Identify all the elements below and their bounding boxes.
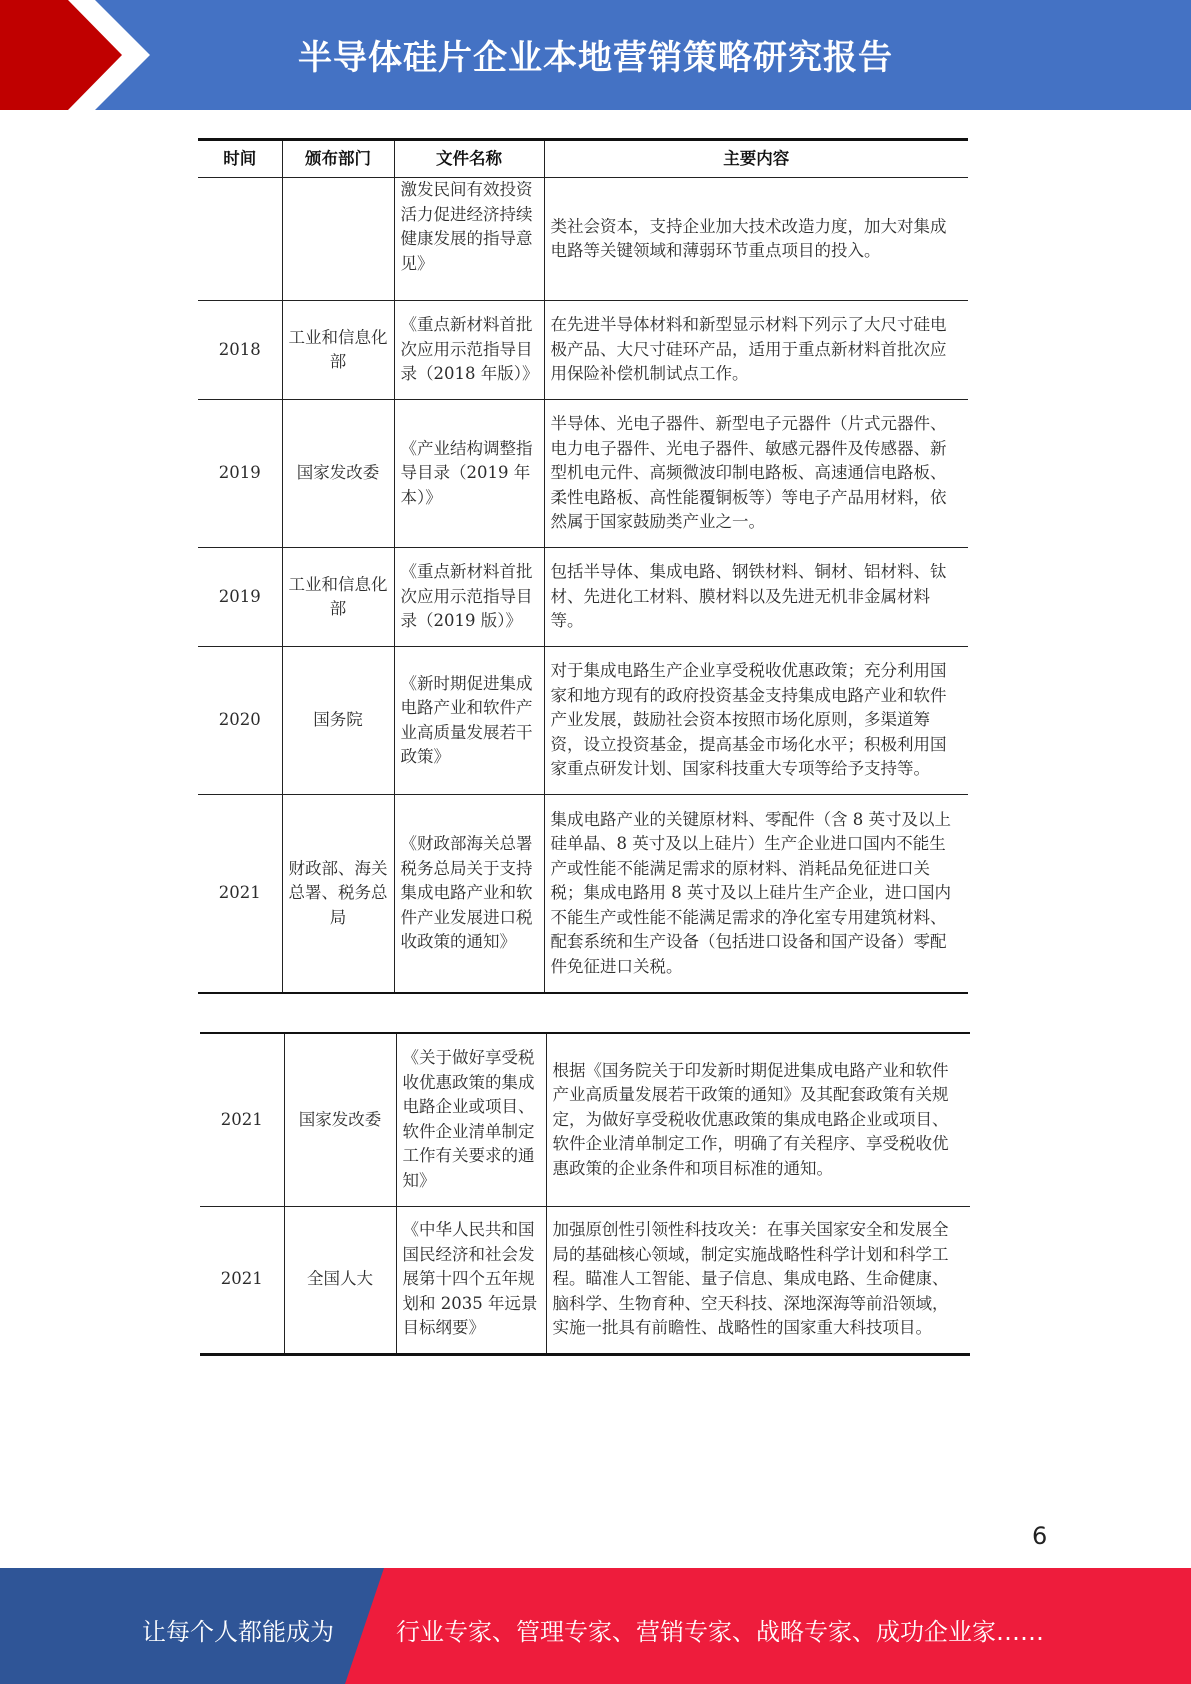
row-year: 2021 [198,795,282,993]
table-row [198,795,968,993]
table-row [198,178,968,301]
row-document: 激发民间有效投资活力促进经济持续健康发展的指导意见》 [394,178,544,301]
table-row [198,301,968,400]
row-content: 半导体、光电子器件、新型电子元器件（片式元器件、电力电子器件、光电子器件、敏感元器件及传感器、新型机电元件、高频微波印制电路板、高速通信电路板、柔性电路板、高性能覆铜板等）等电子产品用材料，依然属于国家鼓励类产业之一。 [544,400,968,548]
row-content: 根据《国务院关于印发新时期促进集成电路产业和软件产业高质量发展若干政策的通知》及其配套政策有关规定，为做好享受税收优惠政策的集成电路企业或项目、软件企业清单制定工作，明确了有关程序、享受税收优惠政策的企业条件和项目标准的通知。 [546,1033,970,1206]
page-title: 半导体硅片企业本地营销策略研究报告 [298,38,893,78]
row-document: 《中华人民共和国国民经济和社会发展第十四个五年规划和 2035 年远景目标纲要》 [396,1206,546,1354]
table-row [198,548,968,647]
row-content: 包括半导体、集成电路、钢铁材料、铜材、铝材料、钛材、先进化工材料、膜材料以及先进无机非金属材料等。 [544,548,968,647]
table-row [200,1206,970,1354]
row-year [198,178,282,301]
chevron-decoration [0,0,160,110]
footer-band [0,1568,1191,1684]
row-content: 加强原创性引领性科技攻关：在事关国家安全和发展全局的基础核心领域，制定实施战略性科学计划和科学工程。瞄准人工智能、量子信息、集成电路、生命健康、脑科学、生物育种、空天科技、深地深海等前沿领域，实施一批具有前瞻性、战略性的国家重大科技项目。 [546,1206,970,1354]
table-header-row [198,140,968,178]
row-department: 国家发改委 [284,1033,396,1206]
row-document: 《财政部海关总署税务总局关于支持集成电路产业和软件产业发展进口税收政策的通知》 [394,795,544,993]
row-department: 工业和信息化部 [282,548,394,647]
row-year: 2021 [200,1033,284,1206]
footer-slogan-right: 行业专家、管理专家、营销专家、战略专家、成功企业家…… [396,1618,1044,1646]
row-document: 《重点新材料首批次应用示范指导目录（2018 年版）》 [394,301,544,400]
table-row [198,400,968,548]
row-content: 类社会资本，支持企业加大技术改造力度，加大对集成电路等关键领域和薄弱环节重点项目的投入。 [544,178,968,301]
row-content: 集成电路产业的关键原材料、零配件（含 8 英寸及以上硅单晶、8 英寸及以上硅片）生产企业进口国内不能生产或性能不能满足需求的原材料、消耗品免征进口关税；集成电路用 8 英寸及以上硅片生产企业，进口国内不能生产或性能不能满足需求的净化室专用建筑材料、配套系统和生产设备（包括进口设备和国产设备）零配件免征进口关税。 [544,795,968,993]
header-content: 主要内容 [544,140,968,178]
page-number: 6 [1032,1522,1048,1550]
table-row [198,647,968,795]
row-year: 2019 [198,400,282,548]
row-department: 工业和信息化部 [282,301,394,400]
table-row [200,1033,970,1206]
header-document: 文件名称 [394,140,544,178]
header-time: 时间 [198,140,282,178]
row-year: 2018 [198,301,282,400]
row-year: 2021 [200,1206,284,1354]
row-content: 对于集成电路生产企业享受税收优惠政策；充分利用国家和地方现有的政府投资基金支持集成电路产业和软件产业发展，鼓励社会资本按照市场化原则，多渠道筹资，设立投资基金，提高基金市场化水平；积极利用国家重点研发计划、国家科技重大专项等给予支持等。 [544,647,968,795]
footer-slogan-left: 让每个人都能成为 [142,1618,334,1646]
row-department: 财政部、海关总署、税务总局 [282,795,394,993]
row-department [282,178,394,301]
header-department: 颁布部门 [282,140,394,178]
row-content: 在先进半导体材料和新型显示材料下列示了大尺寸硅电极产品、大尺寸硅环产品，适用于重点新材料首批次应用保险补偿机制试点工作。 [544,301,968,400]
row-document: 《重点新材料首批次应用示范指导目录（2019 版）》 [394,548,544,647]
header-band [0,0,1191,110]
row-document: 《产业结构调整指导目录（2019 年本）》 [394,400,544,548]
row-department: 全国人大 [284,1206,396,1354]
policy-table [198,138,968,994]
row-document: 《关于做好享受税收优惠政策的集成电路企业或项目、软件企业清单制定工作有关要求的通知》 [396,1033,546,1206]
policy-table-continued [200,1032,970,1356]
row-department: 国务院 [282,647,394,795]
row-year: 2020 [198,647,282,795]
row-document: 《新时期促进集成电路产业和软件产业高质量发展若干政策》 [394,647,544,795]
row-year: 2019 [198,548,282,647]
row-department: 国家发改委 [282,400,394,548]
